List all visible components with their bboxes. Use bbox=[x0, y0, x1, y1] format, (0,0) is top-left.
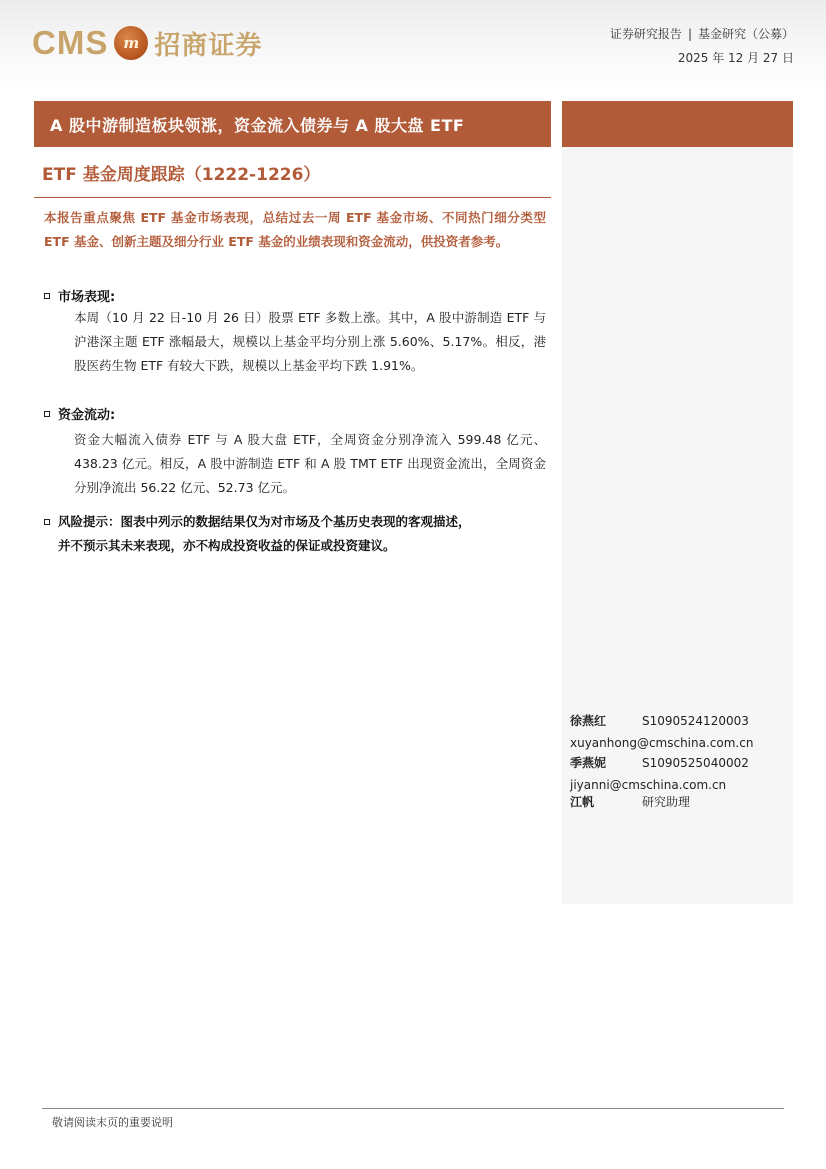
report-date: 2025 年 12 月 27 日 bbox=[677, 51, 794, 65]
analyst-id: S1090525040002 bbox=[642, 756, 749, 770]
checkbox-bullet-icon bbox=[44, 411, 50, 417]
risk-line-2: 并不预示其未来表现，亦不构成投资收益的保证或投资建议。 bbox=[58, 538, 396, 553]
sidebar-header-bar bbox=[562, 101, 793, 147]
subtitle-divider bbox=[34, 197, 551, 198]
risk-line-1 bbox=[44, 510, 546, 534]
analyst-id: S1090524120003 bbox=[642, 714, 749, 728]
analyst-3 bbox=[570, 793, 690, 811]
section-body-market: 本周（10 月 22 日-10 月 26 日）股票 ETF 多数上涨。其中，A 股中游制造 ETF 与沪港深主题 ETF 涨幅最大，规模以上基金平均分别上涨 5.60%、5.17%。相反，港股医药生物 ETF 有较大下跌，规模以上基金平均下跌 1.91%。 bbox=[74, 310, 546, 373]
section-heading-flow bbox=[44, 404, 115, 423]
footer-disclaimer: 敬请阅读末页的重要说明 bbox=[52, 1116, 173, 1129]
summary-paragraph: 本报告重点聚焦 ETF 基金市场表现，总结过去一周 ETF 基金市场、不同热门细分类型 ETF 基金、创新主题及细分行业 ETF 基金的业绩表现和资金流动，供投资者参考。 bbox=[44, 210, 546, 249]
logo-latin-text: CMS bbox=[32, 24, 109, 61]
report-type: 证券研究报告 bbox=[609, 27, 682, 41]
analyst-email: xuyanhong@cmschina.com.cn bbox=[570, 736, 754, 750]
report-meta bbox=[610, 22, 794, 70]
analyst-role: 研究助理 bbox=[642, 795, 691, 809]
analyst-1 bbox=[570, 712, 753, 752]
risk-warning bbox=[44, 510, 546, 558]
report-subtitle: ETF 基金周度跟踪（1222-1226） bbox=[42, 165, 321, 185]
section-body-flow: 资金大幅流入债券 ETF 与 A 股大盘 ETF，全周资金分别净流入 599.48 亿元、438.23 亿元。相反，A 股中游制造 ETF 和 A 股 TMT ETF 出现资金流出，全周资金分别净流出 56.22 亿元、52.73 亿元。 bbox=[74, 432, 546, 495]
analyst-2 bbox=[570, 754, 749, 794]
analyst-name: 江帆 bbox=[570, 795, 595, 809]
logo-emblem-icon: m bbox=[114, 26, 148, 60]
risk-line-1-text: 风险提示：图表中列示的数据结果仅为对市场及个基历史表现的客观描述， bbox=[58, 514, 471, 529]
company-logo bbox=[32, 18, 262, 68]
section-heading-text: 市场表现: bbox=[58, 290, 116, 305]
checkbox-bullet-icon bbox=[44, 519, 50, 525]
checkbox-bullet-icon bbox=[44, 293, 50, 299]
analyst-email: jiyanni@cmschina.com.cn bbox=[570, 778, 727, 792]
report-title: A 股中游制造板块领涨，资金流入债券与 A 股大盘 ETF bbox=[34, 101, 551, 147]
logo-chinese-text: 招商证券 bbox=[154, 30, 263, 61]
section-heading-text: 资金流动: bbox=[58, 408, 116, 423]
analyst-name: 徐燕红 bbox=[570, 714, 607, 728]
section-heading-market bbox=[44, 286, 115, 305]
report-type-line bbox=[610, 22, 794, 46]
meta-separator: | bbox=[687, 27, 692, 41]
analyst-name: 季燕妮 bbox=[570, 756, 607, 770]
report-category: 基金研究（公募） bbox=[697, 27, 794, 41]
footer-divider bbox=[42, 1108, 784, 1109]
